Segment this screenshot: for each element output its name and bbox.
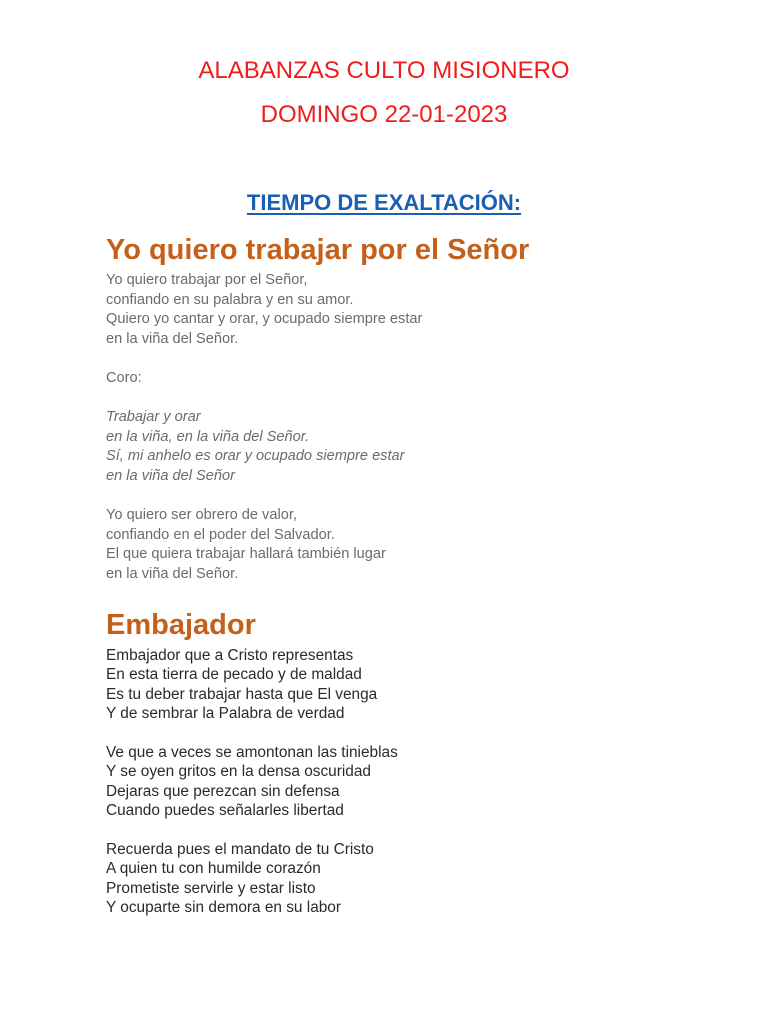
lyric-line: confiando en su palabra y en su amor. [106, 291, 354, 308]
lyric-line: en la viña del Señor. [106, 330, 239, 347]
song-2-stanza-3 [106, 840, 398, 918]
song-title-2: Embajador [106, 609, 256, 641]
lyric-line: Ve que a veces se amontonan las tinieblas [106, 743, 398, 761]
document-title: ALABANZAS CULTO MISIONERO [198, 57, 570, 84]
lyric-line: Dejaras que perezcan sin defensa [106, 782, 340, 800]
song-2-lyrics [106, 646, 398, 917]
lyric-line: Es tu deber trabajar hasta que El venga [106, 685, 378, 703]
song-2-stanza-2 [106, 743, 398, 821]
song-2-stanza-1 [106, 646, 398, 724]
lyric-line: Recuerda pues el mandato de tu Cristo [106, 840, 374, 858]
lyric-line: Yo quiero ser obrero de valor, [106, 507, 297, 524]
lyric-line: A quien tu con humilde corazón [106, 860, 321, 878]
chorus-label: Coro: [106, 369, 142, 386]
song-title-1: Yo quiero trabajar por el Señor [106, 234, 530, 266]
service-date: DOMINGO 22-01-2023 [260, 101, 508, 128]
lyric-line: Y se oyen gritos en la densa oscuridad [106, 763, 371, 781]
lyric-line: Y ocuparte sin demora en su labor [106, 899, 341, 917]
lyric-line: Y de sembrar la Palabra de verdad [106, 705, 345, 723]
section-heading: TIEMPO DE EXALTACIÓN: [246, 190, 522, 215]
song-1-chorus [106, 408, 422, 486]
song-1-stanza-2 [106, 506, 422, 584]
song-1-lyrics [106, 271, 422, 585]
lyric-line: Embajador que a Cristo representas [106, 647, 354, 664]
lyric-line: en la viña, en la viña del Señor. [106, 428, 310, 445]
lyric-line: en la viña del Señor [106, 467, 235, 484]
lyric-line: Trabajar y orar [106, 409, 201, 426]
lyric-line: Yo quiero trabajar por el Señor, [106, 272, 308, 288]
lyric-line: Cuando puedes señalarles libertad [106, 802, 344, 820]
lyric-line: Prometiste servirle y estar listo [106, 879, 316, 897]
lyric-line: El que quiera trabajar hallará también lugar [106, 546, 386, 563]
lyric-line: Sí, mi anhelo es orar y ocupado siempre estar [106, 448, 405, 465]
lyric-line: En esta tierra de pecado y de maldad [106, 666, 362, 684]
lyric-line: en la viña del Señor. [106, 565, 239, 582]
song-1-stanza-1 [106, 271, 422, 349]
lyric-line: confiando en el poder del Salvador. [106, 526, 335, 543]
lyric-line: Quiero yo cantar y orar, y ocupado siempre estar [106, 311, 423, 328]
